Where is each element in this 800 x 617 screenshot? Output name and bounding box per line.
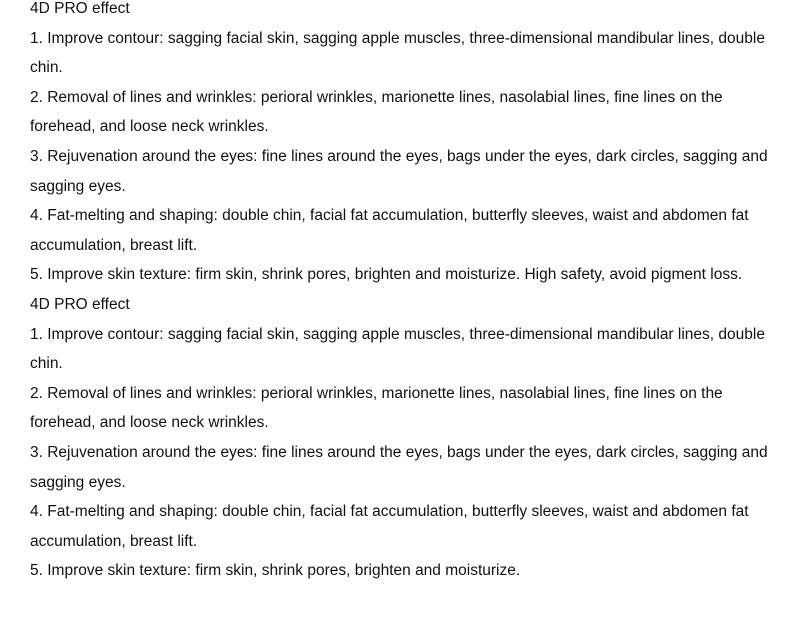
section-heading: 4D PRO effect <box>30 0 130 17</box>
list-item: 3. Rejuvenation around the eyes: fine lines around the eyes, bags under the eyes, dark circles, sagging and sagging eyes. <box>30 443 768 491</box>
list-item: 1. Improve contour: sagging facial skin, sagging apple muscles, three-dimensional mandibular lines, double chin. <box>30 325 765 373</box>
list-item: 2. Removal of lines and wrinkles: perioral wrinkles, marionette lines, nasolabial lines, fine lines on the forehead, and loose neck wrinkles. <box>30 88 723 136</box>
list-item: 5. Improve skin texture: firm skin, shrink pores, brighten and moisturize. <box>30 562 521 580</box>
list-item: 2. Removal of lines and wrinkles: perioral wrinkles, marionette lines, nasolabial lines, fine lines on the forehead, and loose neck wrinkles. <box>30 384 723 432</box>
section-heading: 4D PRO effect <box>30 295 130 313</box>
effect-section-2 <box>30 290 790 586</box>
list-item: 5. Improve skin texture: firm skin, shrink pores, brighten and moisturize. High safety, avoid pigment loss. <box>30 266 743 284</box>
document-body <box>30 0 790 586</box>
list-item: 4. Fat-melting and shaping: double chin, facial fat accumulation, butterfly sleeves, waist and abdomen fat accumulation, breast lift. <box>30 503 749 550</box>
effect-section-1 <box>30 0 790 290</box>
list-item: 4. Fat-melting and shaping: double chin, facial fat accumulation, butterfly sleeves, waist and abdomen fat accumulation, breast lift. <box>30 207 749 254</box>
list-item: 3. Rejuvenation around the eyes: fine lines around the eyes, bags under the eyes, dark circles, sagging and sagging eyes. <box>30 147 768 195</box>
list-item: 1. Improve contour: sagging facial skin, sagging apple muscles, three-dimensional mandibular lines, double chin. <box>30 29 765 77</box>
